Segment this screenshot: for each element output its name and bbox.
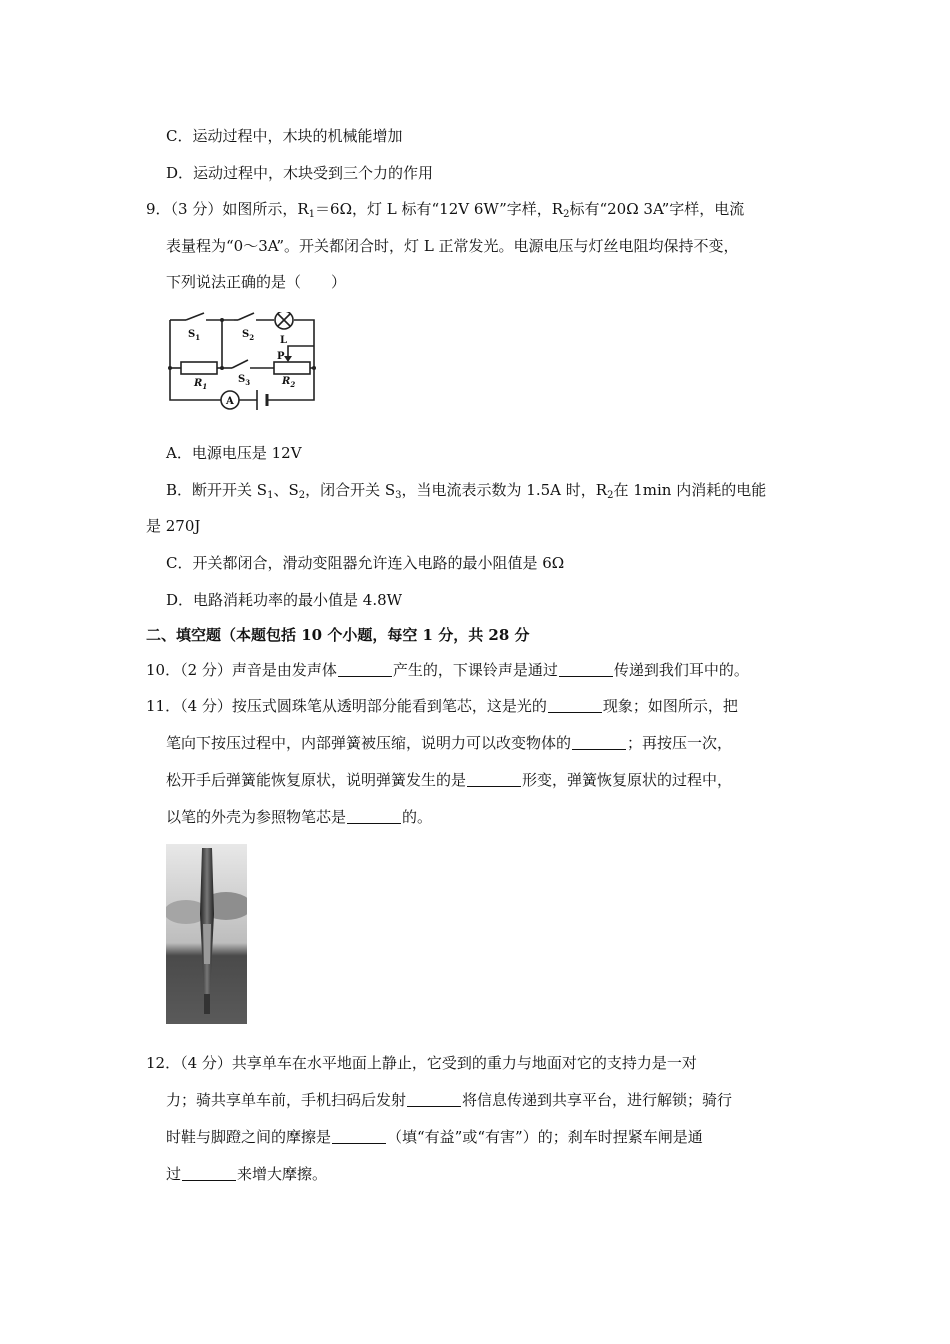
q12-stem-line3: 时鞋与脚蹬之间的摩擦是 （填“有益”或“有害”）的；刹车时捏紧车闸是通	[166, 1128, 703, 1146]
label-ammeter: A	[226, 396, 234, 407]
answer-blank	[347, 809, 401, 824]
label-s2: $S_2$	[242, 329, 255, 342]
q11-stem-line2: 笔向下按压过程中，内部弹簧被压缩，说明力可以改变物体的 ；再按压一次，	[166, 734, 733, 752]
label-s3: $S_3$	[238, 374, 251, 387]
q9-option-d: D．电路消耗功率的最小值是 4.8W	[166, 591, 403, 609]
q9-stem-line3: 下列说法正确的是（ ）	[166, 273, 347, 291]
label-lamp: L	[280, 335, 288, 346]
q8-option-d: D．运动过程中，木块受到三个力的作用	[166, 164, 434, 182]
q11-stem-line3: 松开手后弹簧能恢复原状，说明弹簧发生的是 形变，弹簧恢复原状的过程中，	[166, 771, 733, 789]
answer-blank	[407, 1092, 461, 1107]
q8-option-c: C．运动过程中，木块的机械能增加	[166, 127, 403, 145]
label-slider: P	[277, 351, 285, 362]
q12-stem-line1: 12．（4 分）共享单车在水平地面上静止，它受到的重力与地面对它的支持力是一对	[146, 1054, 697, 1072]
q12-stem-line4: 过 来增大摩擦。	[166, 1165, 328, 1183]
pen-photo	[166, 844, 247, 1024]
q9-option-c: C．开关都闭合，滑动变阻器允许连入电路的最小阻值是 6Ω	[166, 554, 565, 572]
label-s1: $S_1$	[188, 329, 201, 342]
answer-blank	[559, 662, 613, 677]
q10-stem: 10．（2 分）声音是由发声体 产生的，下课铃声是通过 传递到我们耳中的。	[146, 661, 749, 679]
q11-stem-line4: 以笔的外壳为参照物笔芯是 的。	[166, 808, 433, 826]
label-r1: $R_1$	[194, 378, 208, 391]
q9-option-b: B．断开开关 $S_1$、$S_2$，闭合开关 $S_3$，当电流表示数为 1.5A 时，$R_2$在 1min 内消耗的电能	[166, 481, 767, 501]
q9-option-a: A．电源电压是 12V	[166, 444, 302, 462]
slider-arrow	[284, 356, 292, 362]
q9-stem-line2: 表量程为“0～3A”。开关都闭合时，灯 L 正常发光。电源电压与灯丝电阻均保持不变，	[166, 237, 739, 255]
answer-blank	[572, 735, 626, 750]
q12-stem-line2: 力；骑共享单车前，手机扫码后发射 将信息传递到共享平台，进行解锁；骑行	[166, 1091, 733, 1109]
answer-blank	[332, 1129, 386, 1144]
q11-stem-line1: 11．（4 分）按压式圆珠笔从透明部分能看到笔芯，这是光的 现象；如图所示，把	[146, 697, 738, 715]
answer-blank	[338, 662, 392, 677]
q9-option-b-cont: 是 270J	[146, 517, 201, 535]
section-heading: 二、填空题（本题包括 10 个小题，每空 1 分，共 28 分	[146, 626, 530, 644]
answer-blank	[467, 772, 521, 787]
answer-blank	[548, 698, 602, 713]
q9-stem-line1: 9．（3 分）如图所示，$R_1=6\Omega$，灯 L 标有“12V 6W”字样，$R_2$标有“20Ω 3A”字样，电流	[146, 200, 745, 220]
label-r2: $R_2$	[282, 376, 296, 389]
circuit-diagram	[166, 312, 318, 412]
answer-blank	[182, 1166, 236, 1181]
